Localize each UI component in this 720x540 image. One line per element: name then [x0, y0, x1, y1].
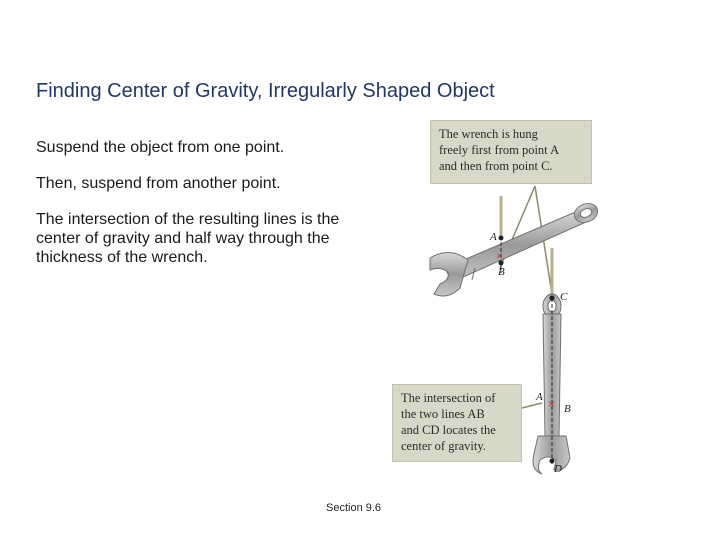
label-a: A	[490, 231, 497, 243]
point-a-marker	[499, 236, 504, 241]
bullet-list	[36, 138, 366, 284]
callout-hanging-note	[430, 120, 592, 184]
label-d: D	[554, 463, 562, 475]
cg-cross-top: ×	[495, 248, 504, 263]
label-c: C	[560, 291, 568, 303]
callout-line: the two lines AB	[401, 407, 485, 421]
callout-line: The intersection of	[401, 391, 496, 405]
callout-line: and then from point C.	[439, 159, 553, 173]
label-b: B	[498, 266, 505, 278]
wrench-figure	[390, 118, 600, 490]
callout-line: and CD locates the	[401, 423, 496, 437]
cg-cross-bottom: ×	[547, 396, 556, 411]
callout-leader-bottom	[522, 403, 542, 408]
bullet-item: The intersection of the resulting lines is the center of gravity and half way through the thickness of the wrench.	[36, 211, 340, 266]
label-b-lower: B	[564, 403, 571, 415]
callout-line: center of gravity.	[401, 439, 486, 453]
point-c-marker	[550, 296, 555, 301]
callout-intersection-note	[392, 384, 522, 462]
section-footer: Section 9.6	[326, 502, 382, 514]
slide-title: Finding Center of Gravity, Irregularly Shaped Object	[36, 80, 495, 102]
label-a-lower: A	[536, 391, 543, 403]
bullet-item: Then, suspend from another point.	[36, 175, 281, 192]
wrench-tilted	[430, 200, 600, 296]
callout-line: The wrench is hung	[439, 127, 538, 141]
callout-line: freely first from point A	[439, 143, 560, 157]
bullet-item: Suspend the object from one point.	[36, 139, 285, 156]
